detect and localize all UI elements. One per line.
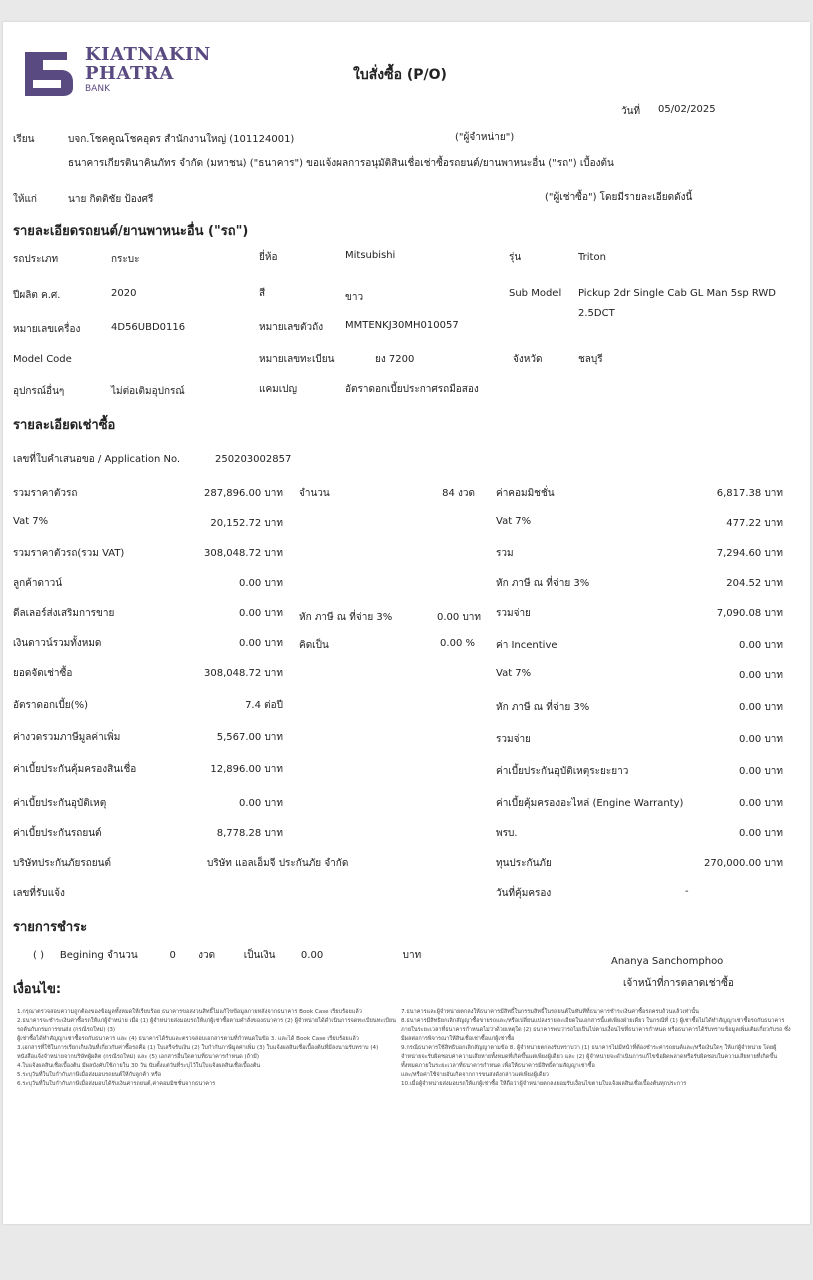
lease-right-value: 0.00 บาท [739, 640, 783, 651]
lease-right-value: 204.52 บาท [726, 578, 783, 589]
province-label: จังหวัด [513, 354, 543, 365]
document-page [3, 22, 810, 1224]
lease-left-label: ค่าเบี้ยประกันอุบัติเหตุ [13, 798, 107, 809]
sum-insured-label: ทุนประกันภัย [496, 858, 552, 869]
hirer-tag: ("ผู้เช่าซื้อ") โดยมีรายละเอียดดังนี้ [545, 192, 693, 203]
lease-left-value: 0.00 บาท [239, 608, 283, 619]
year-label: ปีผลิต ค.ศ. [13, 290, 61, 301]
sum-insured-value: 270,000.00 บาท [704, 858, 783, 869]
lease-left-value: 7.4 ต่อปี [245, 700, 283, 711]
conditions-right-column [401, 1008, 791, 1089]
lease-right-label: Vat 7% [496, 668, 532, 679]
lease-right-value: 0.00 บาท [739, 734, 783, 745]
lease-left-value: 5,567.00 บาท [216, 732, 283, 743]
lease-left-value: 20,152.72 บาท [210, 518, 283, 529]
brand-value: Mitsubishi [345, 250, 396, 261]
lease-left-label: Vat 7% [13, 516, 49, 527]
lease-right-label: ค่า Incentive [496, 640, 558, 651]
lease-right-value: 0.00 บาท [739, 766, 783, 777]
payment-line: ( ) Begining จำนวน 0 งวด เป็นเงิน 0.00 บาท [33, 950, 422, 961]
lease-right-label: หัก ภาษี ณ ที่จ่าย 3% [496, 702, 590, 713]
cover-date-value: - [685, 886, 689, 897]
lease-left-label: ค่าเบี้ยประกันรถยนต์ [13, 828, 102, 839]
campaign-value: อัตราดอกเบี้ยประกาศรถมือสอง [345, 384, 479, 395]
lease-left-label: ลูกค้าดาวน์ [13, 578, 63, 589]
lease-left-label: อัตราดอกเบี้ย(%) [13, 700, 88, 711]
submodel-value-1: Pickup 2dr Single Cab GL Man 5sp RWD [578, 288, 776, 299]
equip-label: อุปกรณ์อื่นๆ [13, 386, 65, 397]
pct-value: 0.00 % [440, 638, 475, 649]
date-label: วันที่ [621, 106, 641, 117]
lease-left-value: 287,896.00 บาท [204, 488, 283, 499]
application-value: 250203002857 [215, 454, 292, 465]
lease-right-label: ค่าเบี้ยคุ้มครองอะไหล่ (Engine Warranty) [496, 798, 684, 809]
notify-label: เลขที่รับแจ้ง [13, 888, 65, 899]
plate-value: ยง 7200 [375, 354, 415, 365]
condition-item: ผู้เช่าซื้อได้ทำสัญญาเช่าซื้อรถกับธนาคาร และ (4) ธนาคารได้รับและตรวจสอบเอกสารตามที่กำหนดในข้อ 3. และได้ Book Case เรียบร้อยแล้ว [17, 1036, 359, 1042]
campaign-label: แคมเปญ [259, 384, 298, 395]
application-label: เลขที่ใบคำเสนอขอ / Application No. [13, 454, 181, 465]
conditions-title: เงื่อนไข: [13, 982, 62, 997]
signer-role: เจ้าหน้าที่การตลาดเช่าซื้อ [623, 978, 734, 989]
term-value: 84 งวด [442, 488, 475, 499]
lease-right-label: รวมจ่าย [496, 734, 531, 745]
engine-value: 4D56UBD0116 [111, 322, 186, 333]
term-label: จำนวน [299, 488, 330, 499]
condition-item: 8.ธนาคารมีสิทธิยกเลิกสัญญาซื้อขายรถและ/หรือเปลี่ยนแปลงรายละเอียดในเอกสารนี้แต่เพียงฝ่ายเดียว ในกรณีที่ (1) ผู้เช่าซื้อไม่ได้ทำสัญญาเช่าซื้อรถกับธนาคารภายในระยะเวลาที่ธนาคารกำหนดไม่ว่าด้วยเหตุใด (2) ธนาคารพบว่ารถไม่เป็นไปตามเงื่อนไขที่ธนาคารกำหนด หรือธนาคารได้รับทราบข้อมูลเพิ่มเติมเกี่ยวกับรถ ซึ่งมีผลต่อการพิจารณาให้สินเชื่อเช่าซื้อแก่ผู้เช่าซื้อ [401, 1018, 791, 1042]
lease-left-value: 308,048.72 บาท [204, 668, 283, 679]
insurer-value: บริษัท แอลเอ็มจี ประกันภัย จำกัด [207, 858, 349, 869]
intro-text: ธนาคารเกียรตินาคินภัทร จำกัด (มหาชน) ("ธนาคาร") ขอแจ้งผลการอนุมัติสินเชื่อเช่าซื้อรถยนต์/ยานพาหนะอื่น ("รถ") เบื้องต้น [68, 158, 614, 169]
color-label: สี [259, 288, 266, 299]
bank-name-line3: BANK [85, 84, 110, 94]
lease-right-value: 0.00 บาท [739, 798, 783, 809]
lease-left-label: ดีลเลอร์ส่งเสริมการขาย [13, 608, 115, 619]
condition-item: และ/หรือค่าใช้จ่ายอันเกิดจากการขนส่งดังกล่าวแต่เพียงผู้เดียว [401, 1072, 549, 1078]
for-label: ให้แก่ [13, 194, 37, 205]
province-value: ชลบุรี [578, 354, 603, 365]
lease-right-label: ค่าเบี้ยประกันอุบัติเหตุระยะยาว [496, 766, 629, 777]
signer-name: Ananya Sanchomphoo [611, 956, 724, 967]
condition-item: 7.ธนาคารและผู้จำหน่ายตกลงให้ธนาคารมีสิทธิ์ในกรรมสิทธิ์ในรถยนต์ในทันทีที่ธนาคารชำระเงินค่าซื้อรถครบถ้วนแล้วเท่านั้น [401, 1009, 699, 1015]
lease-left-value: 0.00 บาท [239, 578, 283, 589]
cover-date-label: วันที่คุ้มครอง [496, 888, 552, 899]
lease-left-value: 0.00 บาท [239, 798, 283, 809]
submodel-value-2: 2.5DCT [578, 308, 615, 319]
lease-left-label: ค่าเบี้ยประกันคุ้มครองสินเชื่อ [13, 764, 137, 775]
condition-item: 3.เอกสารที่ใช้ในการเรียกเก็บเงินที่เกี่ยวกับค่าซื้อรถคือ (1) ใบเสร็จรับเงิน (2) ใบกำกับภาษีมูลค่าเพิ่ม (3) ใบแจ้งผลสินเชื่อเบื้องต้นที่มีลงนามรับทราบ (4) หนังสือแจ้งจำหน่ายจากบริษัทผู้ผลิต (กรณีรถใหม่) และ (5) เอกสารอื่นใดตามที่ธนาคารกำหนด (ถ้ามี) [17, 1045, 379, 1060]
brand-label: ยี่ห้อ [259, 252, 278, 263]
lease-left-value: 0.00 บาท [239, 638, 283, 649]
wht-value: 0.00 บาท [437, 612, 481, 623]
condition-item: 9.กรณีธนาคารใช้สิทธิบอกเลิกสัญญาตามข้อ 8. ผู้จำหน่ายตกลงรับทราบว่า (1) ธนาคารไม่มีหน้าที่ต้องชำระค่ารถยนต์และ/หรือเงินใดๆ ให้แก่ผู้จำหน่าย โดยผู้จำหน่ายจะรับผิดชอบค่าความเสียหายทั้งหมดที่เกิดขึ้นแต่เพียงผู้เดียว และ (2) ผู้จำหน่ายจะดำเนินการแก้ไขข้อผิดพลาดหรือรับผิดชอบในความเสียหายที่เกิดขึ้นทั้งหมดภายในระยะเวลาที่ธนาคารกำหนด เพื่อให้ธนาคารมีสิทธิ์ตามสัญญาเช่าซื้อ [401, 1045, 778, 1069]
dealer-tag: ("ผู้จำหน่าย") [455, 132, 515, 143]
lease-right-label: หัก ภาษี ณ ที่จ่าย 3% [496, 578, 590, 589]
to-value: บจก.โชคคูณโชคอุดร สำนักงานใหญ่ (101124001) [68, 134, 295, 145]
date-value: 05/02/2025 [658, 104, 716, 115]
lease-left-value: 308,048.72 บาท [204, 548, 283, 559]
chassis-value: MMTENKJ30MH010057 [345, 320, 459, 331]
vehicle-section-title: รายละเอียดรถยนต์/ยานพาหนะอื่น ("รถ") [13, 224, 249, 239]
lease-right-label: รวม [496, 548, 514, 559]
condition-item: 6.ระบุวันที่ในใบกำกับภาษีเมื่อส่งมอบได้รับเงินค่ารถยนต์,ค่าคอมมิชชั่นจากธนาคาร [17, 1081, 216, 1087]
lease-left-value: 8,778.28 บาท [216, 828, 283, 839]
document-title: ใบสั่งซื้อ (P/O) [353, 67, 447, 83]
color-value: ขาว [345, 292, 364, 303]
condition-item: 10.เมื่อผู้จำหน่ายส่งมอบรถให้แก่ผู้เช่าซื้อ ให้ถือว่าผู้จำหน่ายตกลงยอมรับเงื่อนไขตามใบแจ้งผลสินเชื่อเบื้องต้นทุกประการ [401, 1081, 687, 1087]
engine-label: หมายเลขเครื่อง [13, 324, 81, 335]
payment-section-title: รายการชำระ [13, 920, 88, 935]
equip-value: ไม่ต่อเติมอุปกรณ์ [111, 386, 185, 397]
lease-right-value: 6,817.38 บาท [716, 488, 783, 499]
insurer-label: บริษัทประกันภัยรถยนต์ [13, 858, 111, 869]
condition-item: 1.กรุณาตรวจสอบความถูกต้องของข้อมูลทั้งหมดให้เรียบร้อย ธนาคารขอสงวนสิทธิ์ไม่แก้ไขข้อมูลภายหลังจากธนาคาร Book Case เรียบร้อยแล้ว [17, 1009, 362, 1015]
lease-right-value: 0.00 บาท [739, 702, 783, 713]
lease-left-value: 12,896.00 บาท [210, 764, 283, 775]
lease-right-value: 0.00 บาท [739, 828, 783, 839]
lease-section-title: รายละเอียดเช่าซื้อ [13, 418, 116, 433]
bank-name-line1: KIATNAKIN [85, 44, 211, 65]
lease-right-label: ค่าคอมมิชชั่น [496, 488, 555, 499]
condition-item: 5.ระบุวันที่ในใบกำกับภาษีเมื่อส่งมอบรถยนต์ให้กับลูกค้า หรือ [17, 1072, 162, 1078]
lease-left-label: รวมราคาตัวรถ [13, 488, 78, 499]
type-label: รถประเภท [13, 254, 59, 265]
modelcode-label: Model Code [13, 354, 72, 365]
bank-name-line2: PHATRA [85, 63, 174, 84]
kiatnakin-phatra-logo-icon [21, 48, 79, 98]
lease-right-value: 0.00 บาท [739, 670, 783, 681]
lease-right-value: 7,294.60 บาท [716, 548, 783, 559]
condition-item: 4.ใบแจ้งผลสินเชื่อเบื้องต้น มีผลบังคับใช้ภายใน 30 วัน นับตั้งแต่วันที่ระบุไว้ในใบแจ้งผลสินเชื่อเบื้องต้น [17, 1063, 261, 1069]
lease-right-label: พรบ. [496, 828, 518, 839]
to-label: เรียน [13, 134, 35, 145]
model-value: Triton [578, 252, 606, 263]
model-label: รุ่น [509, 252, 522, 263]
for-value: นาย กิตติชัย ป้องศรี [68, 194, 154, 205]
year-value: 2020 [111, 288, 137, 299]
lease-right-label: รวมจ่าย [496, 608, 531, 619]
condition-item: 2.ธนาคารจะชำระเงินค่าซื้อรถให้แก่ผู้จำหน่าย เมื่อ (1) ผู้จำหน่ายส่งมอบรถให้แก่ผู้เช่าซื้อตามคำสั่งของธนาคาร (2) ผู้จำหน่ายได้ดำเนินการจดทะเบียนทะเบียนรถต้นกับกรมการขนส่ง (กรณีรถใหม่) (3) [17, 1018, 396, 1033]
wht-label: หัก ภาษี ณ ที่จ่าย 3% [299, 612, 393, 623]
lease-right-value: 477.22 บาท [726, 518, 783, 529]
type-value: กระบะ [111, 254, 140, 265]
lease-right-label: Vat 7% [496, 516, 532, 527]
lease-left-label: เงินดาวน์รวมทั้งหมด [13, 638, 102, 649]
conditions-left-column [17, 1008, 397, 1089]
pct-label: คิดเป็น [299, 640, 329, 651]
chassis-label: หมายเลขตัวถัง [259, 322, 324, 333]
lease-left-label: ค่างวดรวมภาษีมูลค่าเพิ่ม [13, 732, 121, 743]
plate-label: หมายเลขทะเบียน [259, 354, 335, 365]
lease-right-value: 7,090.08 บาท [716, 608, 783, 619]
submodel-label: Sub Model [509, 288, 562, 299]
lease-left-label: รวมราคาตัวรถ(รวม VAT) [13, 548, 125, 559]
lease-left-label: ยอดจัดเช่าซื้อ [13, 668, 73, 679]
